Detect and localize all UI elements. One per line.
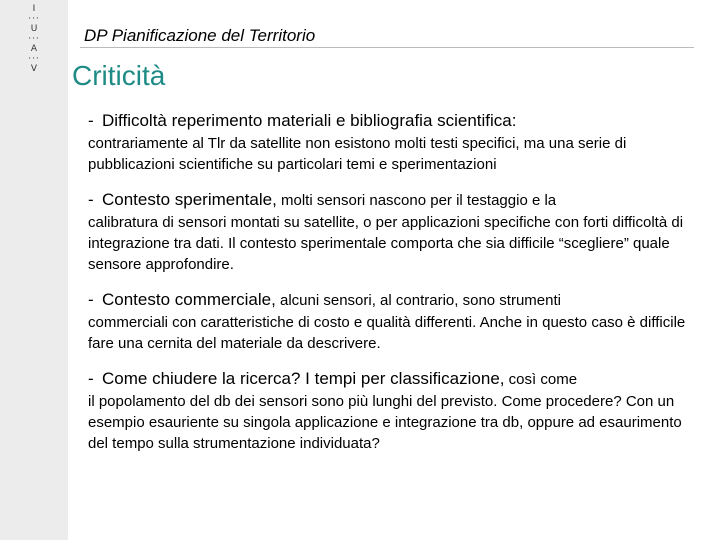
bullet-list <box>88 110 688 468</box>
bullet-dash: - <box>88 290 94 309</box>
bullet-dash: - <box>88 111 94 130</box>
sidebar-decoration <box>0 0 68 540</box>
slide-title: Criticità <box>72 60 166 91</box>
bullet-dash: - <box>88 190 94 209</box>
bullet-item <box>88 289 688 354</box>
sidebar-dots: ··· <box>28 54 40 64</box>
bullet-heading-rest: così come <box>504 371 578 388</box>
bullet-item <box>88 189 688 275</box>
sidebar-letter: U <box>30 24 38 34</box>
header-title: DP Pianificazione del Territorio <box>84 26 316 45</box>
bullet-dash: - <box>88 369 94 388</box>
bullet-heading <box>88 289 688 312</box>
sidebar-dots: ··· <box>28 14 40 24</box>
bullet-heading <box>88 189 688 212</box>
bullet-heading-rest: alcuni sensori, al contrario, sono strumenti <box>275 292 561 309</box>
bullet-heading-rest: molti sensori nascono per il testaggio e la <box>276 192 557 209</box>
bullet-heading-text: Contesto commerciale, <box>102 290 276 309</box>
bullet-item <box>88 368 688 454</box>
bullet-body: il popolamento del db dei sensori sono più lunghi del previsto. Come procedere? Con un esempio esauriente su singola applicazione e integrazione tra db, oppure ad esaurimento del tempo sulla strumentazione individuata? <box>88 393 682 452</box>
bullet-body: commerciali con caratteristiche di costo e qualità differenti. Anche in questo caso è difficile fare una cernita del materiale da descrivere. <box>88 314 686 352</box>
bullet-heading-text: Difficoltà reperimento materiali e bibliografia scientifica: <box>102 111 517 130</box>
bullet-heading <box>88 368 688 391</box>
bullet-item <box>88 110 688 175</box>
sidebar-letter: V <box>30 64 38 74</box>
sidebar-letter: A <box>30 44 38 54</box>
header-divider <box>80 47 694 48</box>
bullet-heading <box>88 110 688 133</box>
sidebar-letters <box>0 4 68 75</box>
sidebar-dots: ··· <box>28 34 40 44</box>
bullet-body: calibratura di sensori montati su satellite, o per applicazioni specifiche con forti difficoltà di integrazione tra dati. Il contesto sperimentale comporta che sia difficile “scegliere” quale sensore approfondire. <box>88 214 684 273</box>
bullet-heading-text: Contesto sperimentale, <box>102 190 277 209</box>
bullet-heading-text: Come chiudere la ricerca? I tempi per classificazione, <box>102 369 505 388</box>
sidebar-letter: I <box>32 4 36 14</box>
bullet-body: contrariamente al Tlr da satellite non esistono molti testi specifici, ma una serie di pubblicazioni scientifiche su particolari temi e sperimentazioni <box>88 135 627 173</box>
